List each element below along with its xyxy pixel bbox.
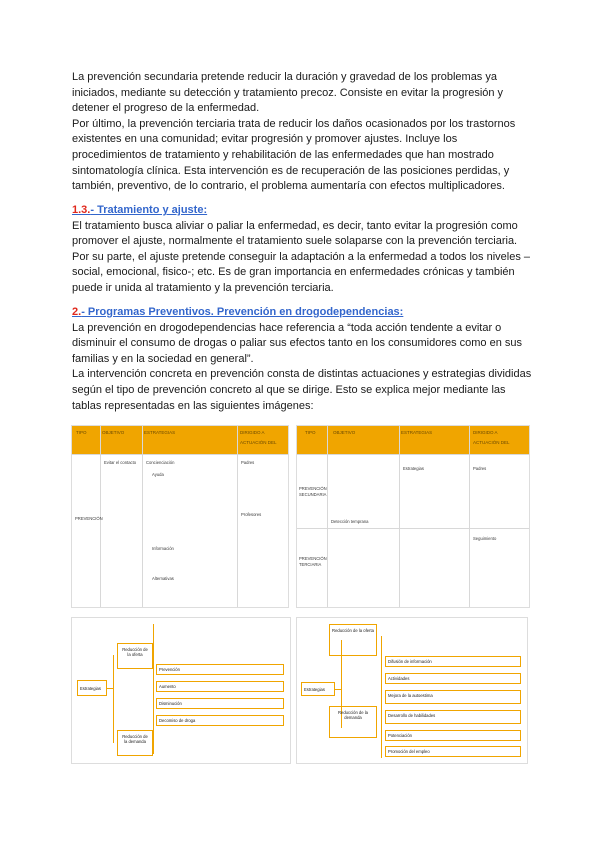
paragraph-secundaria: La prevención secundaria pretende reducir la duración y gravedad de los problemas ya iniciados, mediante su detección y tratamiento precoz. Consiste en evitar la progresión y detener el progreso de la enfermedad.: [72, 71, 504, 115]
table-cell: Información: [152, 546, 174, 551]
header-cell: OBJETIVO: [102, 430, 125, 435]
section-programas: [72, 305, 534, 414]
diagram-node-branch: [329, 624, 377, 656]
diagram-item: [385, 730, 521, 741]
diagram-node-root: [77, 680, 107, 696]
header-cell: TIPO: [305, 430, 316, 435]
row-label: PREVENCIÓN SECUNDARIA: [299, 486, 327, 497]
table-cell: Profesores: [241, 512, 262, 517]
header-cell: ESTRATEGIAS: [144, 430, 176, 435]
diagram-item: [156, 664, 284, 675]
diagram-node-branch: [117, 730, 153, 756]
table-cell: Padres: [473, 466, 487, 471]
item-label: Disminución: [159, 701, 182, 706]
item-label: Decomiso de droga: [159, 718, 196, 723]
item-label: Potenciación: [388, 733, 412, 738]
diagram-item: [156, 681, 284, 692]
table-cell: Estrategias: [403, 466, 424, 471]
item-label: Aumento: [159, 684, 176, 689]
section-paragraph: La intervención concreta en prevención consta de distintas actuaciones y estrategias divididas según el tipo de prevención concreto al que se dirige. Esto se explica mejor mediante las tablas representadas en las siguientes imágenes:: [72, 368, 532, 412]
table-cell: Detección temprana: [331, 519, 369, 524]
diagram-node-root: [301, 682, 335, 696]
diagram-node-branch: [329, 706, 377, 738]
diagram-image-right: [296, 617, 528, 764]
table-cell: Ayuda: [152, 472, 164, 477]
section-tratamiento: [72, 203, 534, 297]
diagram-image-left: [71, 617, 291, 764]
diagram-item: [385, 690, 521, 704]
row-label: PREVENCIÓN TERCIARIA: [299, 556, 327, 567]
diagram-node-branch: [117, 643, 153, 669]
table-cell: Concienciación: [146, 460, 175, 465]
node-label: Reducción de la oferta: [332, 628, 374, 633]
header-cell: ESTRATEGIAS: [401, 430, 433, 435]
section-heading: 2.- Programas Preventivos. Prevención en drogodependencias:: [72, 306, 404, 318]
table-header: [297, 426, 529, 454]
diagram-item: [156, 715, 284, 726]
node-label: Reducción de la demanda: [122, 734, 148, 745]
header-cell: ACTUACIÓN DEL: [240, 440, 277, 445]
header-cell: DIRIGIDO A: [240, 430, 265, 435]
header-cell: DIRIGIDO A: [473, 430, 498, 435]
table-image-right: [296, 425, 530, 608]
table-cell: Padres: [241, 460, 255, 465]
node-label: Reducción de la demanda: [337, 710, 369, 721]
node-label: Reducción de la oferta: [122, 647, 148, 658]
diagram-item: [385, 746, 521, 757]
table-header: [72, 426, 288, 454]
diagram-item: [385, 710, 521, 724]
header-cell: OBJETIVO: [333, 430, 356, 435]
table-cell: Seguimiento: [473, 536, 497, 541]
item-label: Desarrollo de habilidades: [388, 713, 436, 718]
section-paragraph: La prevención en drogodependencias hace referencia a “toda acción tendente a evitar o disminuir el consumo de drogas o paliar sus efectos tanto en los consumidores como en sus familias y en la sociedad en general”.: [72, 321, 523, 365]
intro-text: [72, 70, 534, 195]
header-cell: TIPO: [76, 430, 87, 435]
table-cell: PREVENCIÓN: [75, 516, 103, 521]
table-cell: Evitar el contacto: [104, 460, 137, 465]
item-label: Actividades: [388, 676, 410, 681]
table-cell: Alternativas: [152, 576, 174, 581]
diagram-item: [385, 656, 521, 667]
section-heading: 1.3.- Tratamiento y ajuste:: [72, 204, 208, 216]
item-label: Difusión de información: [388, 659, 432, 664]
section-body: El tratamiento busca aliviar o paliar la enfermedad, es decir, tanto evitar la progresión como promover el ajuste, normalmente el tratamiento suele solaparse con la prevención terciaria. Por su parte, el ajuste pretende conseguir la adaptación a la enfermedad a todos los niveles –social, emocional, fisico-; etc. Es de gran importancia en enfermedades crónicas y también puede ir unida al tratamiento y la prevención terciaria.: [72, 219, 531, 294]
table-image-left: [71, 425, 289, 608]
header-cell: ACTUACIÓN DEL: [473, 440, 510, 445]
diagram-item: [385, 673, 521, 684]
item-label: Mejora de la autoestima: [388, 693, 433, 698]
item-label: Promoción del empleo: [388, 749, 430, 754]
paragraph-terciaria: Por último, la prevención terciaria trata de reducir los daños ocasionados por los trastornos existentes en una comunidad; evitar progresión y promover ajustes. Incluye los procedimientos de tratamiento y rehabilitación de las enfermedades que han mostrado sintomatología clínica. Esta intervención es de recuperación de las posiciones perdidas, y también, preventivo, de lo contrario, el problema aumentaría con efectos multiplicadores.: [72, 117, 516, 193]
node-label: Estrategias: [80, 686, 101, 691]
item-label: Prevención: [159, 667, 180, 672]
node-label: Estrategias: [304, 687, 325, 692]
diagram-item: [156, 698, 284, 709]
